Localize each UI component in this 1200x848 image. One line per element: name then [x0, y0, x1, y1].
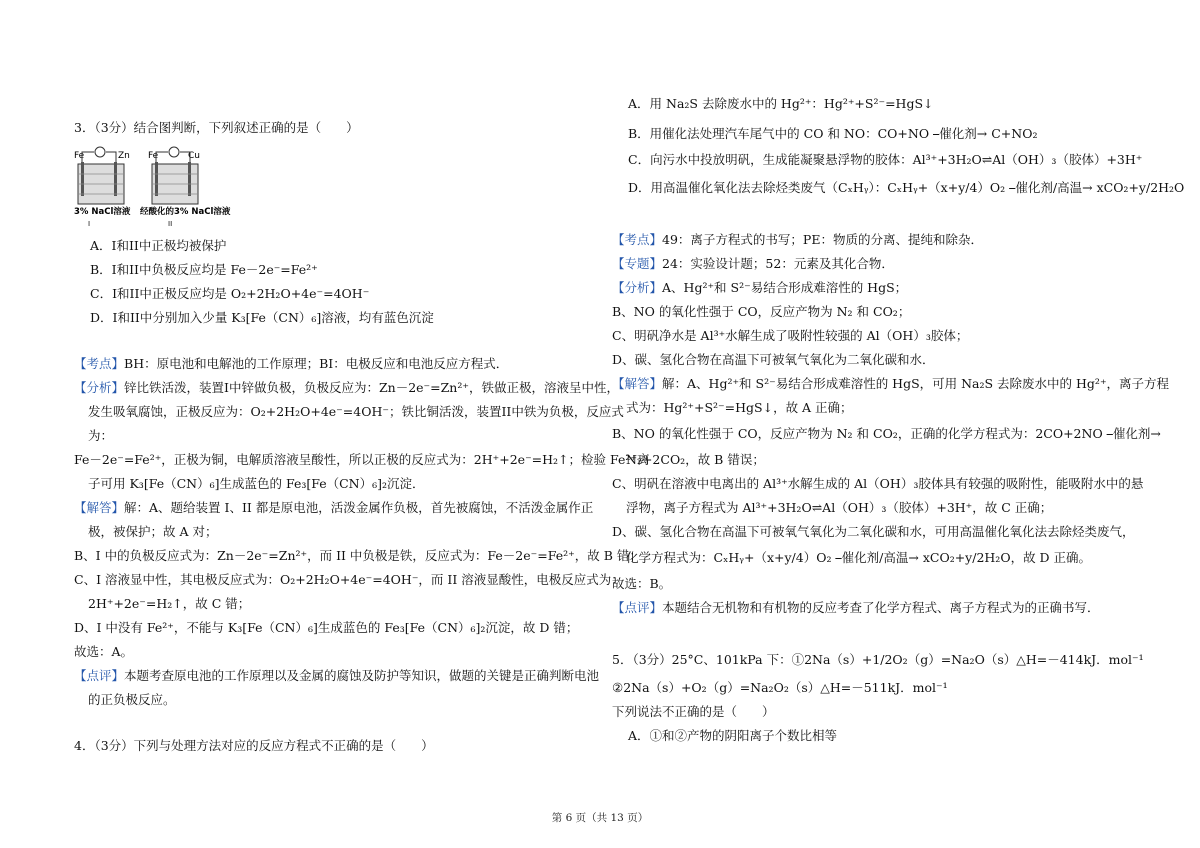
- q3-option-b: B．I和II中负极反应均是 Fe－2e⁻=Fe²⁺: [90, 262, 318, 277]
- cell1-left-electrode: Fe: [74, 151, 85, 161]
- electrochemistry-figure: [74, 144, 254, 230]
- dianping-text: 本题结合无机物和有机物的反应考查了化学方程式、离子方程式为的正确书写．: [662, 600, 1100, 615]
- q4-jieda-6: 浮物，离子方程式为 Al³⁺+3H₂O⇌Al（OH）₃（胶体）+3H⁺，故 C 正确；: [626, 500, 1053, 515]
- q4-fenxi-1: [612, 280, 907, 296]
- jieda-text-1: 解：A、Hg²⁺和 S²⁻易结合形成难溶性的 HgS，可用 Na₂S 去除废水中的 Hg²⁺，离子方程: [662, 376, 1170, 391]
- kaodian-text: BH：原电池和电解池的工作原理；BI：电极反应和电池反应方程式．: [124, 356, 509, 371]
- q3-option-d: D．I和II中分别加入少量 K₃[Fe（CN）₆]溶液，均有蓝色沉淀: [90, 310, 434, 325]
- q3-fenxi-3: 为：: [88, 428, 114, 443]
- q4-jieda-2: 式为：Hg²⁺+S²⁻=HgS↓，故 A 正确；: [626, 400, 853, 415]
- q4-option-a: A．用 Na₂S 去除废水中的 Hg²⁺：Hg²⁺+S²⁻=HgS↓: [628, 96, 934, 111]
- q4-jieda-1: [612, 376, 1169, 392]
- fenxi-text-1: A、Hg²⁺和 S²⁻易结合形成难溶性的 HgS；: [662, 280, 908, 295]
- jieda-text-1: 解：A、题给装置 I、II 都是原电池，活泼金属作负极，首先被腐蚀，不活泼金属作正: [124, 500, 594, 515]
- q3-kaodian: [74, 356, 508, 372]
- fenxi-tag: 【分析】: [612, 280, 663, 295]
- q3-jieda-1: [74, 500, 593, 516]
- q3-jieda-6: D、I 中没有 Fe²⁺，不能与 K₃[Fe（CN）₆]生成蓝色的 Fe₃[Fe（CN）₆]₂沉淀，故 D 错；: [74, 620, 579, 635]
- jieda-tag: 【解答】: [74, 500, 125, 515]
- cell-2-diagram: [148, 147, 200, 204]
- q4-fenxi-3: C、明矾净水是 Al³⁺水解生成了吸附性较强的 Al（OH）₃胶体；: [612, 328, 969, 343]
- dianping-tag: 【点评】: [612, 600, 663, 615]
- cell2-number: II: [168, 220, 173, 228]
- q3-dianping-2: 的正负极反应。: [88, 692, 176, 707]
- page-footer: 第 6 页（共 13 页）: [551, 812, 649, 824]
- q5-equation-2: ②2Na（s）+O₂（g）=Na₂O₂（s）△H=－511kJ．mol⁻¹: [612, 680, 948, 695]
- cell2-left-electrode: Fe: [148, 151, 159, 161]
- q3-fenxi-5: 子可用 K₃[Fe（CN）₆]生成蓝色的 Fe₃[Fe（CN）₆]₂沉淀．: [88, 476, 425, 491]
- q5-option-a: A．①和②产物的阴阳离子个数比相等: [628, 728, 838, 743]
- fenxi-text-1: 锌比铁活泼，装置I中锌做负极，负极反应为：Zn－2e⁻=Zn²⁺，铁做正极，溶液呈中性，: [124, 380, 619, 395]
- q4-jieda-8: 化学方程式为：CₓHᵧ+（x+y/4）O₂ ⎯催化剂/高温→ xCO₂+y/2H₂O，故 D 正确。: [626, 550, 1092, 565]
- q4-option-d: D．用高温催化氧化法去除烃类废气（CₓHᵧ）：CₓHᵧ+（x+y/4）O₂ ⎯催化剂/高温→ xCO₂+y/2H₂O: [628, 180, 1185, 195]
- q4-zhuanti: [612, 256, 894, 272]
- q3-stem: 3．（3分）结合图判断，下列叙述正确的是（ ）: [74, 120, 359, 135]
- cell1-solution-label: 3% NaCl溶液: [74, 207, 131, 217]
- cell2-right-electrode: Cu: [188, 151, 200, 161]
- q3-jieda-7: 故选：A。: [74, 644, 134, 659]
- dianping-text-1: 本题考查原电池的工作原理以及金属的腐蚀及防护等知识，做题的关键是正确判断电池: [124, 668, 600, 683]
- q4-fenxi-4: D、碳、氢化合物在高温下可被氧气氧化为二氧化碳和水．: [612, 352, 935, 367]
- q4-kaodian: [612, 232, 983, 248]
- cell1-right-electrode: Zn: [118, 151, 130, 161]
- q3-fenxi-1: [74, 380, 619, 396]
- q4-dianping: [612, 600, 1100, 616]
- q3-dianping-1: [74, 668, 599, 684]
- kaodian-text: 49：离子方程式的书写；PE：物质的分离、提纯和除杂．: [662, 232, 983, 247]
- q4-option-b: B．用催化法处理汽车尾气中的 CO 和 NO：CO+NO ⎯催化剂→ C+NO₂: [628, 126, 1038, 141]
- q4-jieda-7: D、碳、氢化合物在高温下可被氧气氧化为二氧化碳和水，可用高温催化氧化法去除烃类废气，: [612, 524, 1135, 539]
- q5-ask: 下列说法不正确的是（ ）: [612, 704, 775, 719]
- q3-jieda-2: 极，被保护；故 A 对；: [88, 524, 218, 539]
- q4-stem: 4．（3分）下列与处理方法对应的反应方程式不正确的是（ ）: [74, 738, 434, 753]
- q3-fenxi-2: 发生吸氧腐蚀，正极反应为：O₂+2H₂O+4e⁻=4OH⁻；铁比铜活泼，装置II中铁为负极，反应式: [88, 404, 624, 419]
- q3-jieda-5: 2H⁺+2e⁻=H₂↑，故 C 错；: [88, 596, 251, 611]
- q4-fenxi-2: B、NO 的氧化性强于 CO，反应产物为 N₂ 和 CO₂；: [612, 304, 911, 319]
- q3-jieda-3: B、I 中的负极反应式为：Zn－2e⁻=Zn²⁺，而 II 中负极是铁，反应式为：Fe－2e⁻=Fe²⁺，故 B 错；: [74, 548, 642, 563]
- cell1-number: I: [88, 220, 91, 228]
- q3-option-c: C．I和II中正极反应均是 O₂+2H₂O+4e⁻=4OH⁻: [90, 286, 370, 301]
- zhuanti-tag: 【专题】: [612, 256, 663, 271]
- q3-jieda-4: C、I 溶液显中性，其电极反应式为：O₂+2H₂O+4e⁻=4OH⁻，而 II 溶液显酸性，电极反应式为：: [74, 572, 624, 587]
- q3-option-a: A．I和II中正极均被保护: [90, 238, 227, 253]
- dianping-tag: 【点评】: [74, 668, 125, 683]
- cell2-solution-label: 经酸化的3% NaCl溶液: [140, 207, 231, 217]
- kaodian-tag: 【考点】: [74, 356, 125, 371]
- q5-stem: 5．（3分）25°C、101kPa 下：①2Na（s）+1/2O₂（g）=Na₂O（s）△H=－414kJ．mol⁻¹: [612, 652, 1144, 667]
- q4-option-c: C．向污水中投放明矾，生成能凝聚悬浮物的胶体：Al³⁺+3H₂O⇌Al（OH）₃（胶体）+3H⁺: [628, 152, 1143, 167]
- q3-fenxi-4: Fe－2e⁻=Fe²⁺，正极为铜，电解质溶液呈酸性，所以正极的反应式为：2H⁺+2e⁻=H₂↑；检验 Fe²⁺离: [74, 452, 650, 467]
- cell-1-diagram: [74, 147, 130, 204]
- q4-jieda-5: C、明矾在溶液中电离出的 Al³⁺水解生成的 Al（OH）₃胶体具有较强的吸附性，能吸附水中的悬: [612, 476, 1144, 491]
- q4-jieda-3: B、NO 的氧化性强于 CO，反应产物为 N₂ 和 CO₂，正确的化学方程式为：2CO+2NO ⎯催化剂→: [612, 426, 1161, 441]
- q4-jieda-9: 故选：B。: [612, 576, 672, 591]
- q4-jieda-4: N₂+2CO₂，故 B 错误；: [626, 452, 765, 467]
- fenxi-tag: 【分析】: [74, 380, 125, 395]
- kaodian-tag: 【考点】: [612, 232, 663, 247]
- zhuanti-text: 24：实验设计题；52：元素及其化合物．: [662, 256, 894, 271]
- jieda-tag: 【解答】: [612, 376, 663, 391]
